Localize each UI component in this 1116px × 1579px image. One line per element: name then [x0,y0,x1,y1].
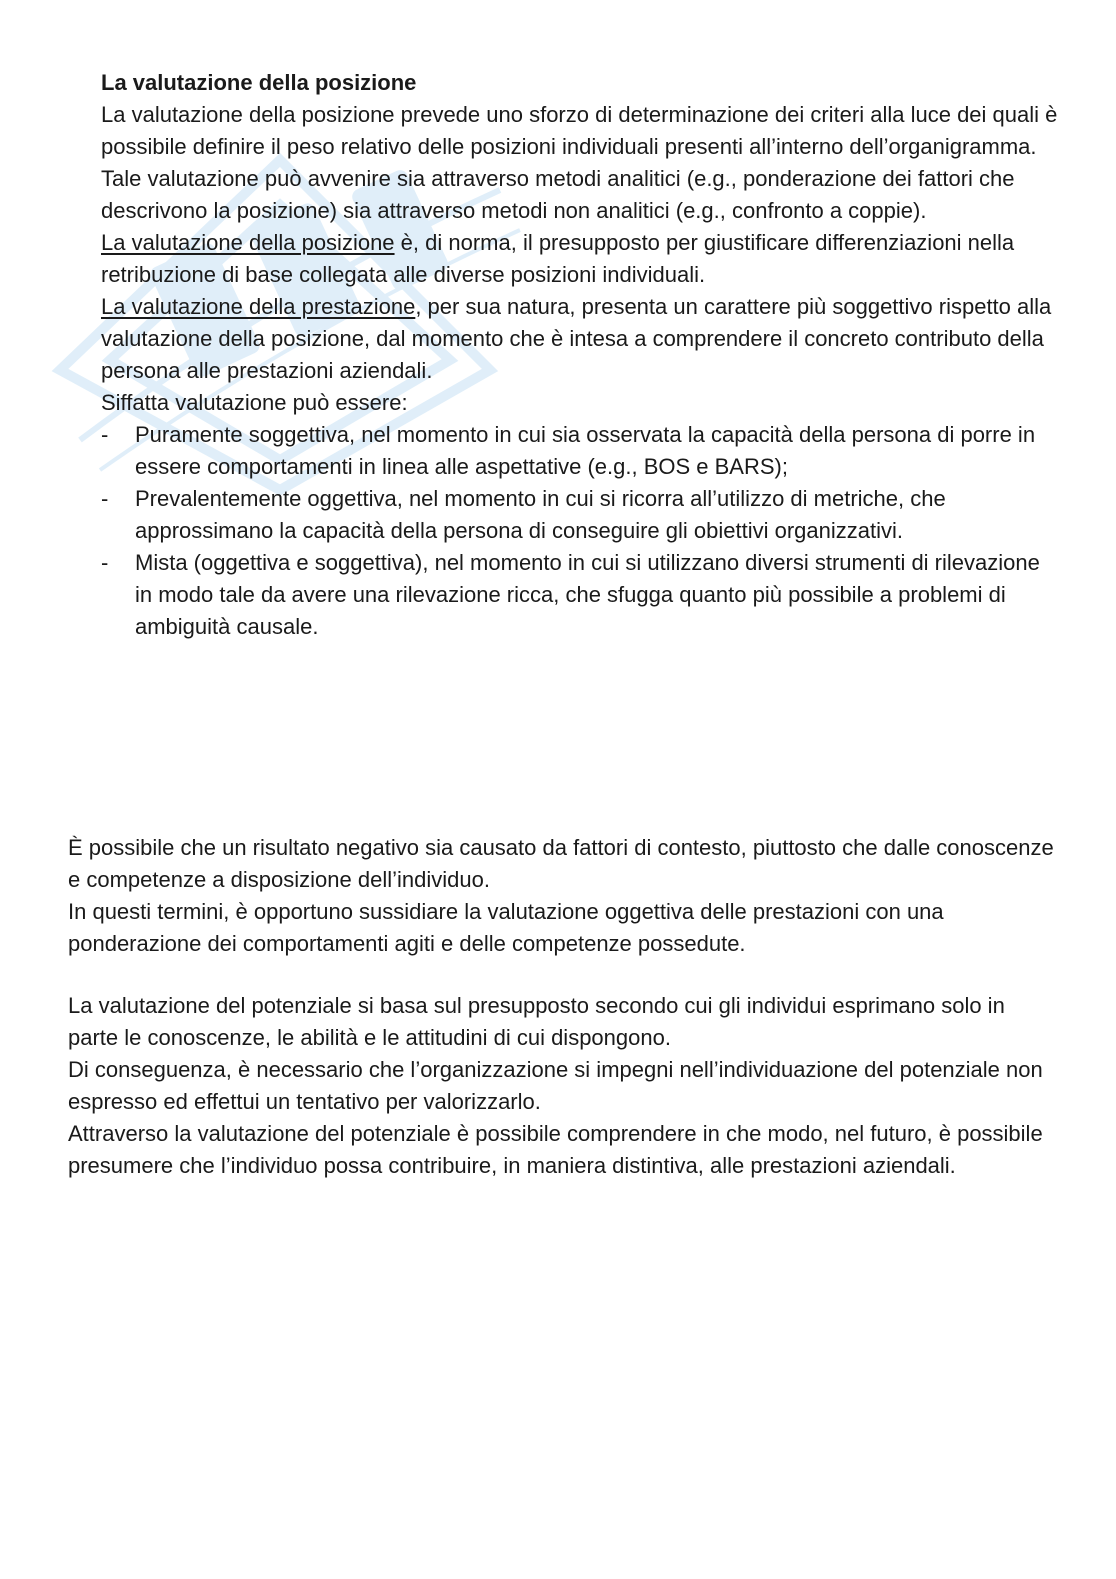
position-paragraph [101,227,1061,291]
position-paragraph-rest: è, di norma, il presupposto per giustificare differenziazioni nella retribuzione di base collegata alle diverse posizioni individuali. [101,230,1015,287]
potential-paragraph-2: Di conseguenza, è necessario che l’organizzazione si impegni nell’individuazione del potenziale non espresso ed effettui un tentativo per valorizzarlo. [68,1057,1043,1114]
evaluation-types-list [101,419,1061,643]
performance-paragraph-rest: , per sua natura, presenta un carattere più soggettivo rispetto alla valutazione della posizione, dal momento che è intesa a comprendere il concreto contributo della persona alle prestazioni aziendali. [101,294,1052,383]
performance-term: La valutazione della prestazione [101,294,416,319]
list-item [101,547,1061,643]
list-item-text: Prevalentemente oggettiva, nel momento in cui si ricorra all’utilizzo di metriche, che approssimano la capacità della persona di conseguire gli obiettivi organizzativi. [135,486,946,543]
intro-paragraph-1: La valutazione della posizione prevede uno sforzo di determinazione dei criteri alla luce dei quali è possibile definire il peso relativo delle posizioni individuali presenti all’interno dell’organigramma. [101,102,1058,159]
position-term: La valutazione della posizione [101,230,395,255]
bullet-dash: - [101,486,109,511]
bullet-dash: - [101,422,109,447]
context-paragraph-1: È possibile che un risultato negativo sia causato da fattori di contesto, piuttosto che dalle conoscenze e competenze a disposizione dell’individuo. [68,835,1054,892]
bullet-dash: - [101,550,109,575]
context-paragraph-2: In questi termini, è opportuno sussidiare la valutazione oggettiva delle prestazioni con una ponderazione dei comportamenti agiti e delle competenze possedute. [68,899,944,956]
potential-paragraph-3: Attraverso la valutazione del potenziale è possibile comprendere in che modo, nel futuro, è possibile presumere che l’individuo possa contribuire, in maniera distintiva, alle prestazioni aziendali. [68,1121,1043,1178]
context-section [68,832,1058,960]
section-heading: La valutazione della posizione [101,70,417,95]
list-item [101,419,1061,483]
potential-section [68,990,1058,1182]
position-section [101,67,1061,643]
intro-paragraph-2: Tale valutazione può avvenire sia attraverso metodi analitici (e.g., ponderazione dei fattori che descrivono la posizione) sia attraverso metodi non analitici (e.g., confronto a coppie). [101,166,1015,223]
list-item-text: Mista (oggettiva e soggettiva), nel momento in cui si utilizzano diversi strumenti di rilevazione in modo tale da avere una rilevazione ricca, che sfugga quanto più possibile a problemi di ambiguità causale. [135,550,1040,639]
list-item-text: Puramente soggettiva, nel momento in cui sia osservata la capacità della persona di porre in essere comportamenti in linea alle aspettative (e.g., BOS e BARS); [135,422,1036,479]
list-item [101,483,1061,547]
list-intro: Siffatta valutazione può essere: [101,390,408,415]
potential-paragraph-1: La valutazione del potenziale si basa sul presupposto secondo cui gli individui esprimano solo in parte le conoscenze, le abilità e le attitudini di cui dispongono. [68,993,1005,1050]
performance-paragraph [101,291,1061,387]
